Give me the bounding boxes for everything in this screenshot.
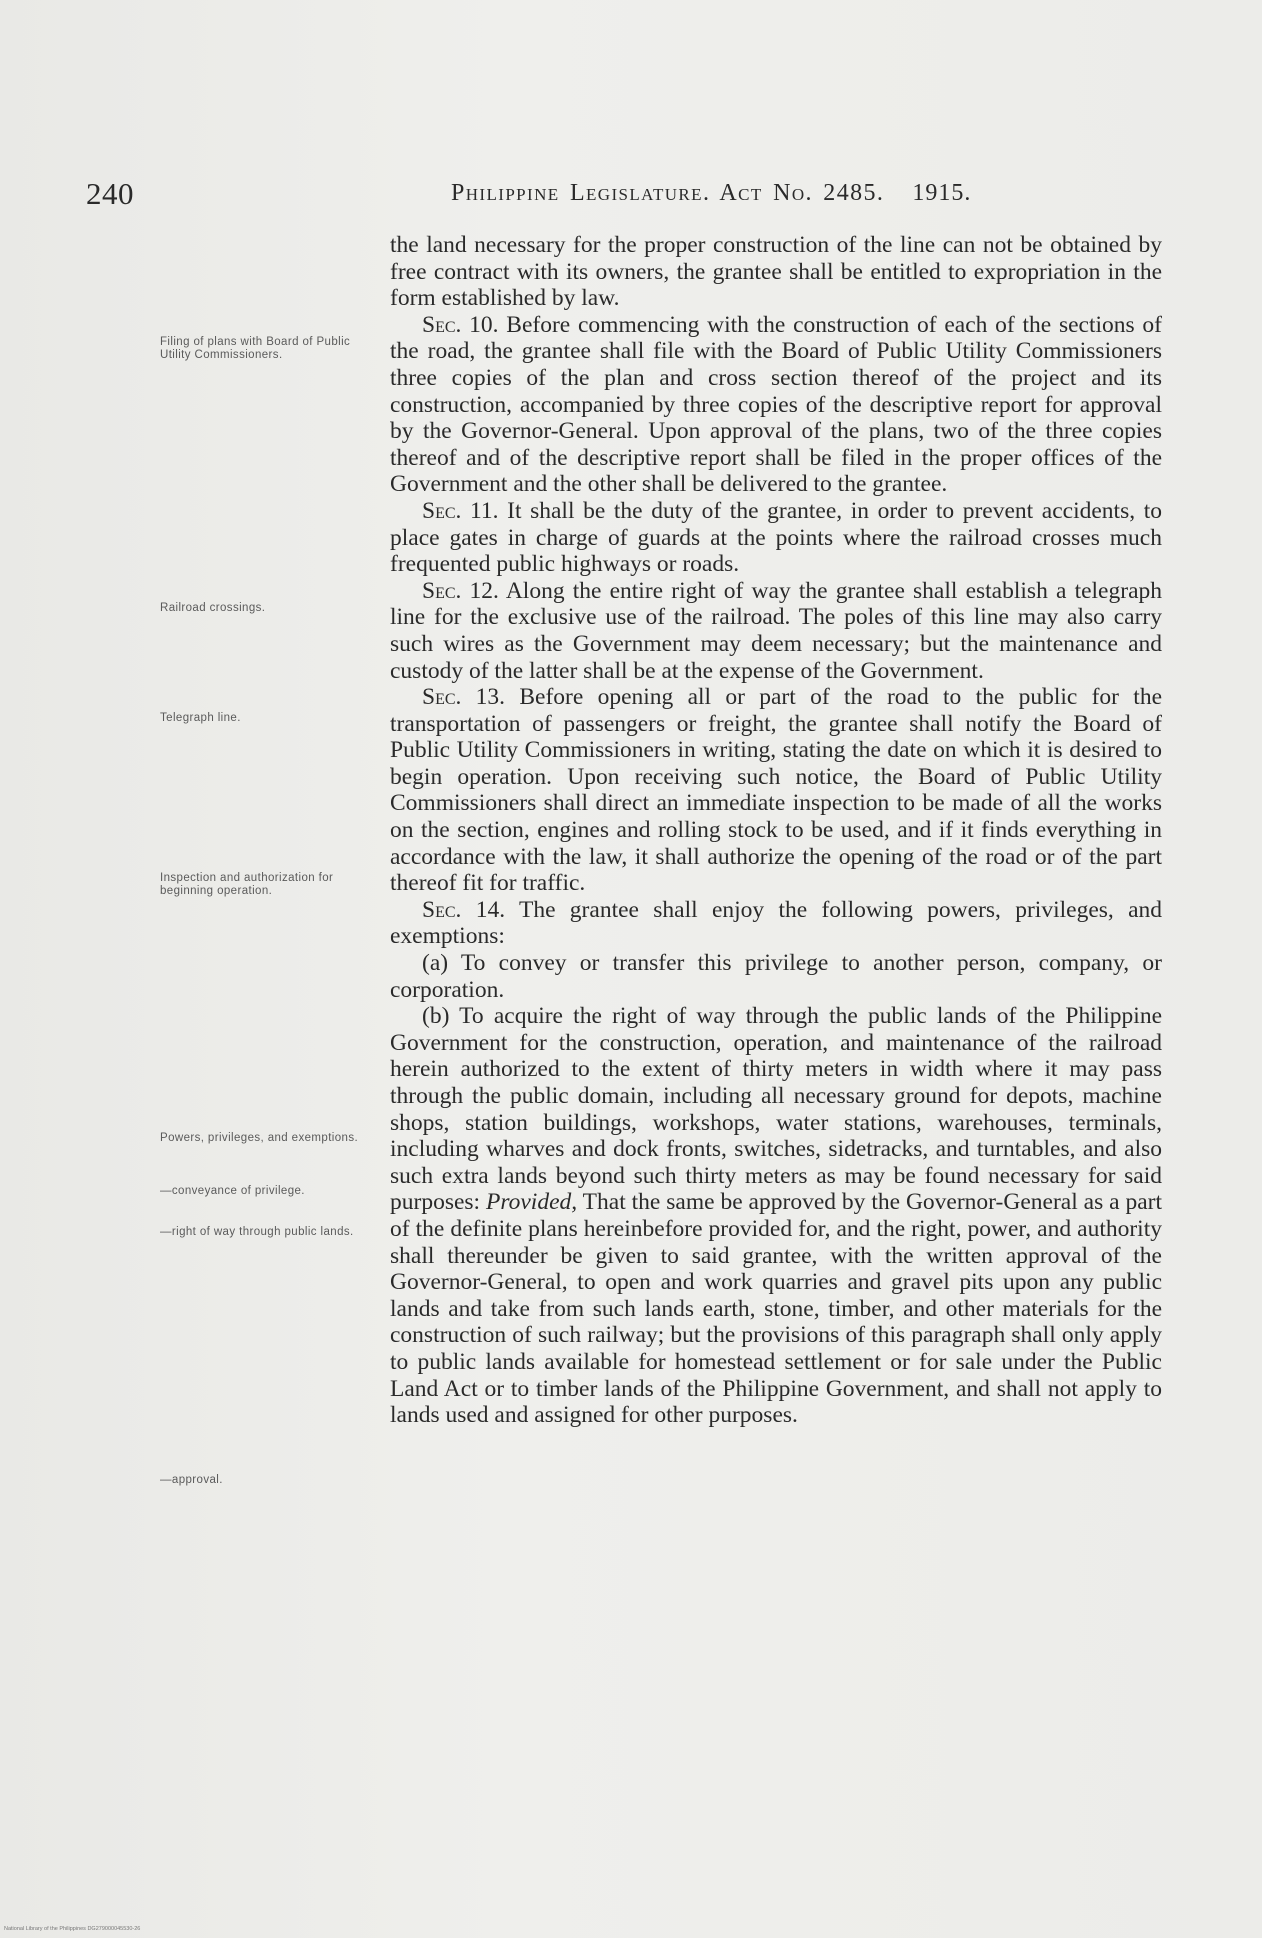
marginal-note-powers: Powers, privileges, and exemptions. [160,1132,359,1144]
paragraph-text: the land necessary for the proper construction of the line can not be obtained by free contract with its owners, the grantee shall be entitled to expropriation in the form established by law. [390,232,1162,312]
paragraph-text: (b) To acquire the right of way through the public lands of the Philippine Government for the construction, operation, and maintenance of the railroad herein authorized to the extent of thirty meters in width where it may pass through the public domain, including all necessary ground for depots, machine shops, station buildings, workshops, water stations, warehouses, terminals, including wharves and dock fronts, switches, sidetracks, and turntables, and also such extra lands beyond such thirty meters as may be found necessary for said purposes: [390,1003,1162,1216]
section-12-paragraph [390,578,1162,684]
paragraph-text: Along the entire right of way the grantee shall establish a telegraph line for the exclusive use of the railroad. The poles of this line may also carry such wires as the Government may deem necessary; but the maintenance and custody of the latter shall be at the expense of the Government. [390,577,1162,684]
paragraph-continuation [390,232,1162,312]
marginal-note-railroad-crossings: Railroad crossings. [160,602,266,614]
section-number: Sec. 10. [422,311,499,338]
section-number: Sec. 11. [422,497,499,524]
paragraph-text: The grantee shall enjoy the following powers, privileges, and exemptions: [390,896,1163,950]
body-text [390,232,1162,1429]
section-number: Sec. 14. [422,896,506,923]
section-number: Sec. 12. [422,577,499,604]
page-header [86,176,1158,216]
marginal-note-conveyance: —conveyance of privilege. [160,1185,305,1197]
paragraph-text: (a) To convey or transfer this privilege to another person, company, or corporation. [390,950,1162,1003]
running-head-year: 1915. [912,180,972,206]
section-10-paragraph [390,312,1162,498]
library-stamp: National Library of the Philippines DG279000045530-26 [4,1926,141,1932]
section-14-paragraph [390,897,1162,950]
marginal-note-right-of-way: —right of way through public lands. [160,1226,354,1238]
clause-b-paragraph [390,1003,1162,1429]
running-head-title: Philippine Legislature. Act No. 2485. [451,180,885,206]
clause-a-paragraph [390,950,1162,1003]
marginal-note-approval: —approval. [160,1474,223,1486]
running-head [451,180,971,207]
section-number: Sec. 13. [422,684,506,711]
marginal-note-filing-of-plans: Filing of plans with Board of Public Utility Commissioners. [160,336,351,361]
section-13-paragraph [390,684,1162,897]
paragraph-text: Before opening all or part of the road to the public for the transportation of passengers or freight, the grantee shall notify the Board of Public Utility Commissioners in writing, stating the date on which it is desired to begin operation. Upon receiving such notice, the Board of Public Utility Commissioners shall direct an immediate inspection to be made of all the works on the section, engines and rolling stock to be used, and if it finds everything in accordance with the law, it shall authorize the opening of the road or of the part thereof fit for traffic. [390,684,1163,897]
paragraph-text: Before commencing with the construction of each of the sections of the road, the grantee shall file with the Board of Public Utility Commissioners three copies of the plan and cross section thereof of the project and its construction, accompanied by three copies of the descriptive report for approval by the Governor-General. Upon approval of the plans, two of the three copies thereof and of the descriptive report shall be filed in the proper offices of the Government and the other shall be delivered to the grantee. [390,311,1163,498]
marginal-note-inspection: Inspection and authorization for beginning operation. [160,872,334,897]
page-number: 240 [86,176,134,211]
paragraph-text: That the same be approved by the Governor-General as a part of the definite plans hereinbefore provided for, and the right, power, and authority shall thereunder be given to said grantee, with the written approval of the Governor-General, to open and work quarries and gravel pits upon any public lands and take from such lands earth, stone, timber, and other materials for the construction of such railway; but the provisions of this paragraph shall only apply to public lands available for homestead settlement or for sale under the Public Land Act or to timber lands of the Philippine Government, and shall not apply to lands used and assigned for other purposes. [390,1189,1163,1429]
paragraph-text: It shall be the duty of the grantee, in order to prevent accidents, to place gates in charge of guards at the points where the railroad crosses much frequented public highways or roads. [390,497,1163,578]
section-11-paragraph [390,498,1162,578]
marginal-note-telegraph-line: Telegraph line. [160,712,241,724]
proviso-emphasis: Provided, [486,1189,578,1216]
